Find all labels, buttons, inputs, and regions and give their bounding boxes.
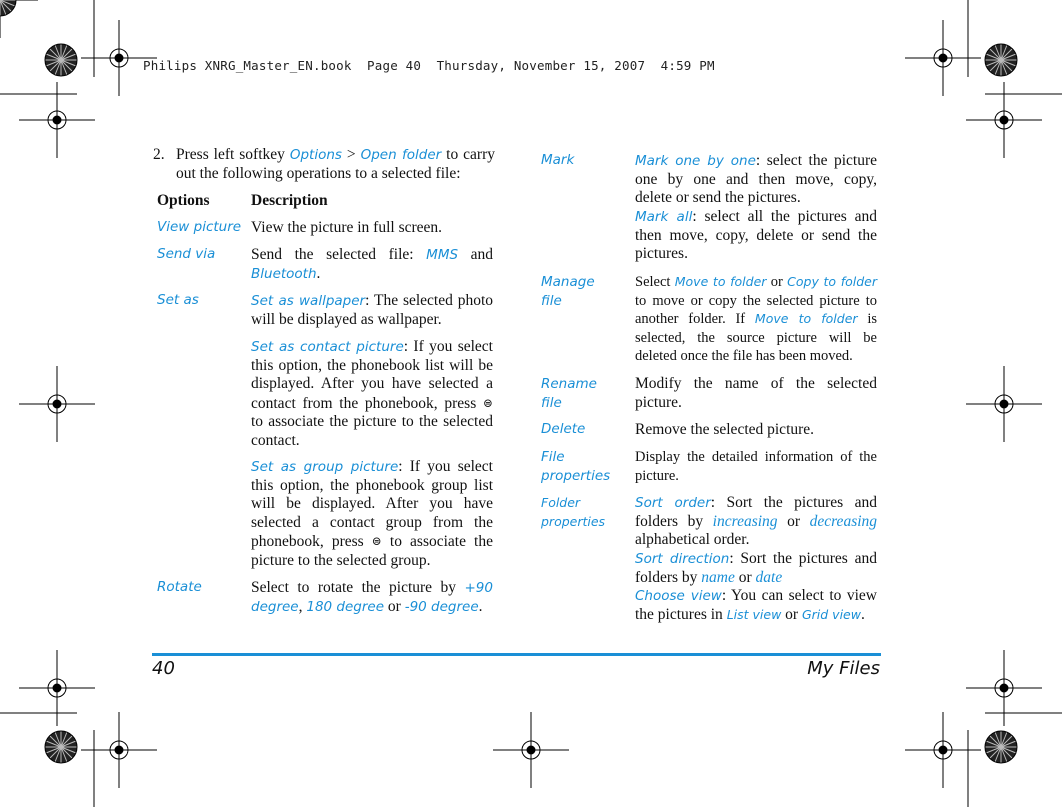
option-rotate: Rotate — [157, 579, 202, 595]
page-number: 40 — [152, 658, 175, 679]
sort-name: name — [701, 568, 735, 586]
sort-order-label: Sort order — [635, 495, 711, 511]
desc-rotate — [251, 579, 493, 616]
desc-text: : If you select this option, the phonebook group list will be displayed. After you have selected a contact group from the phonebook, press — [251, 458, 493, 551]
desc-text: : You can select to view the pictures in — [635, 587, 877, 623]
desc-manage-file — [635, 273, 877, 366]
menu-open-folder: Open folder — [360, 147, 442, 163]
list-view: List view — [726, 606, 782, 622]
desc-text: , — [298, 597, 303, 615]
desc-text: or — [787, 512, 801, 530]
desc-set-as-group — [251, 458, 493, 571]
option-rename-file: Rename file — [541, 376, 597, 411]
desc-text: or — [770, 274, 783, 290]
desc-text: . — [316, 264, 321, 282]
option-set-as: Set as — [157, 292, 199, 308]
option-delete: Delete — [541, 421, 586, 437]
menu-separator: > — [346, 146, 356, 163]
grid-view: Grid view — [801, 606, 861, 622]
desc-text: and — [470, 246, 494, 263]
rotate-180: 180 degree — [306, 598, 385, 615]
desc-mark-all — [635, 208, 877, 264]
print-header: Philips XNRG_Master_EN.book Page 40 Thursday, November 15, 2007 4:59 PM — [143, 58, 715, 73]
option-folder-properties: Folder properties — [541, 495, 606, 529]
set-as-group-label: Set as group picture — [251, 459, 399, 475]
menu-options: Options — [289, 147, 342, 163]
desc-text: to move or copy the selected picture to another folder. If — [635, 292, 877, 328]
sort-increasing: increasing — [712, 512, 778, 530]
option-manage-file: Manage file — [541, 274, 595, 309]
option-view-picture: View picture — [157, 219, 242, 235]
copy-to-folder: Copy to folder — [787, 274, 877, 289]
move-to-folder: Move to folder — [754, 311, 858, 327]
desc-text: Select to rotate the picture by — [251, 579, 457, 596]
desc-sort-direction — [635, 550, 877, 587]
step-text — [176, 146, 495, 183]
desc-file-properties: Display the detailed information of the picture. — [635, 449, 877, 484]
desc-text: or — [738, 568, 752, 586]
mark-one-label: Mark one by one — [635, 153, 756, 169]
section-title: My Files — [807, 658, 880, 679]
desc-mark-one — [635, 152, 877, 208]
desc-text: to associate the picture to the selected contact. — [251, 413, 493, 449]
desc-text: : select all the pictures and then move, copy, delete or send the pictures. — [635, 208, 877, 263]
desc-text: or — [785, 605, 799, 623]
desc-text: . — [860, 605, 865, 623]
set-as-contact-label: Set as contact picture — [251, 339, 404, 355]
desc-text: . — [478, 597, 483, 615]
desc-set-as-wallpaper — [251, 292, 493, 329]
rotate-plus-90: +90 degree — [251, 580, 493, 615]
column-header-options: Options — [157, 192, 210, 209]
column-header-description: Description — [251, 192, 328, 209]
desc-text: : Sort the pictures and folders by — [635, 494, 878, 530]
sort-decreasing: decreasing — [809, 512, 878, 530]
desc-rename-file: Modify the name of the selected picture. — [635, 375, 877, 411]
desc-view-picture: View the picture in full screen. — [251, 219, 443, 236]
desc-text: : select the picture one by one and then move, copy, delete or send the pictures. — [635, 152, 877, 207]
ok-key-icon: ⊜ — [371, 534, 382, 549]
set-as-wallpaper-label: Set as wallpaper — [251, 293, 366, 309]
desc-text: : If you select this option, the phonebook list will be displayed. After you have selected a contact from the phonebook, press — [251, 338, 493, 412]
desc-text: or — [387, 597, 401, 615]
option-mark: Mark — [541, 152, 575, 168]
desc-text: : Sort the pictures and folders by — [635, 550, 878, 586]
desc-set-as-contact — [251, 338, 493, 451]
sort-direction-label: Sort direction — [635, 551, 730, 567]
option-send-via: Send via — [157, 246, 216, 262]
desc-text: alphabetical order. — [635, 531, 750, 549]
desc-text: is selected, the source picture will be deleted once the file has been moved. — [635, 311, 877, 365]
move-to-folder: Move to folder — [674, 274, 767, 289]
mark-all-label: Mark all — [635, 209, 693, 225]
desc-send-via — [251, 246, 493, 283]
desc-text: : The selected photo will be displayed as wallpaper. — [251, 292, 494, 328]
mms-link: MMS — [426, 247, 459, 263]
footer-rule — [152, 653, 881, 656]
desc-text: Send the selected file: — [251, 246, 414, 263]
desc-text: Select — [635, 274, 671, 290]
step-text-part: to carry out the following operations to a selected file: — [176, 146, 496, 182]
sort-date: date — [755, 568, 783, 586]
option-file-properties: File properties — [541, 449, 611, 484]
ok-key-icon: ⊜ — [482, 395, 493, 410]
desc-choose-view — [635, 587, 877, 624]
desc-text: to associate the picture to the selected group. — [251, 533, 493, 569]
choose-view-label: Choose view — [635, 588, 722, 604]
desc-delete: Remove the selected picture. — [635, 421, 815, 438]
step-text-part: Press left softkey — [176, 146, 285, 163]
desc-sort-order — [635, 494, 877, 550]
bluetooth-link: Bluetooth — [251, 265, 317, 282]
step-number: 2. — [153, 146, 165, 163]
rotate-minus-90: -90 degree — [404, 598, 479, 615]
